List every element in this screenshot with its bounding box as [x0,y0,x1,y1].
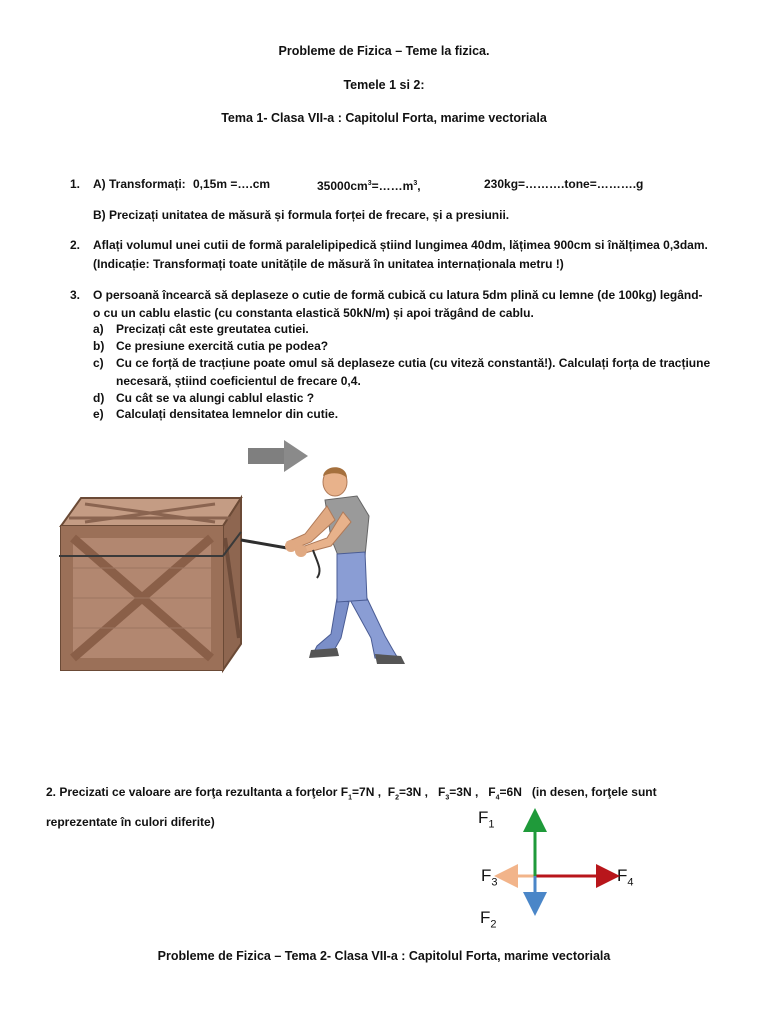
problem1-a-label: A) Transformați: [93,177,186,191]
wooden-crate [59,498,241,670]
problem1-a-item2: $35000cm^3=\dots\dots m^3$, [317,179,421,193]
problem2-line1: Aflați volumul unei cutii de formă paralelipipedică știind lungimea 40dm, lățimea 900cm si înălțimea 0,3dam. [93,238,708,252]
person-pulling [285,467,405,664]
force-label-f1: $F_1$ [478,808,495,831]
task2-intro: 2. Precizati ce valoare are forţa rezultanta a forţelor $F_1=7N$ , $F_2=3N$ , $F_3=3N$ , $F_4=6N$ (in desen, forţele sunt [46,785,657,802]
problem1-number: 1. [70,177,81,191]
force-label-f4: $F_4$ [617,866,634,889]
problem3-item-letter: d) [93,391,105,405]
problem3-item-letter: c) [93,356,104,370]
document-title: Probleme de Fizica – Teme la fizica. [278,44,490,58]
force-label-f2: $F_2$ [480,908,497,931]
elastic-cable [241,540,287,548]
problem3-item-text: Cu ce forță de tracțiune poate omul să deplaseze cutia (cu viteză constantă!). Calculați forța de tracțiune [116,356,711,370]
force-diagram [490,806,630,916]
problem1-a-item3: 230kg=……….tone=……….g [484,177,644,191]
problem3-item-text: necesară, știind coeficientul de frecare 0,4. [116,374,361,388]
problem2-number: 2. [70,238,81,252]
problem3-item-text: Calculați densitatea lemnelor din cutie. [116,407,339,421]
problem2-line2: (Indicație: Transformați toate unitățile de măsură în unitatea internaționala metru !) [93,257,564,271]
problem3-number: 3. [70,288,81,302]
crate-pulling-illustration [55,438,415,678]
document-subtitle: Temele 1 si 2: [343,78,425,92]
tema2-heading: Probleme de Fizica – Tema 2- Clasa VII-a : Capitolul Forta, marime vectoriala [157,949,611,963]
tema1-heading: Tema 1- Clasa VII-a : Capitolul Forta, marime vectoriala [221,111,547,125]
problem3-item-text: Precizați cât este greutatea cutiei. [116,322,309,336]
problem3-line1: O persoană încearcă să deplaseze o cutie de formă cubică cu latura 5dm plină cu lemne (de 100kg) legând- [93,288,703,302]
problem3-item-text: Ce presiune exercită cutia pe podea? [116,339,329,353]
problem1-a-item1: 0,15m =….cm [193,177,271,191]
problem3-item-letter: b) [93,339,105,353]
problem3-item-text: Cu cât se va alungi cablul elastic ? [116,391,315,405]
problem3-line2: o cu un cablu elastic (cu constanta elastică 50kN/m) și apoi trăgând de cablu. [93,306,534,320]
problem3-item-letter: e) [93,407,104,421]
force-label-f3: $F_3$ [481,866,498,889]
motion-arrow-icon [248,440,308,472]
problem3-item-letter: a) [93,322,104,336]
task2-line2: reprezentate în culori diferite) [46,815,215,829]
problem1-b: B) Precizați unitatea de măsură și formula forței de frecare, și a presiunii. [93,208,510,222]
